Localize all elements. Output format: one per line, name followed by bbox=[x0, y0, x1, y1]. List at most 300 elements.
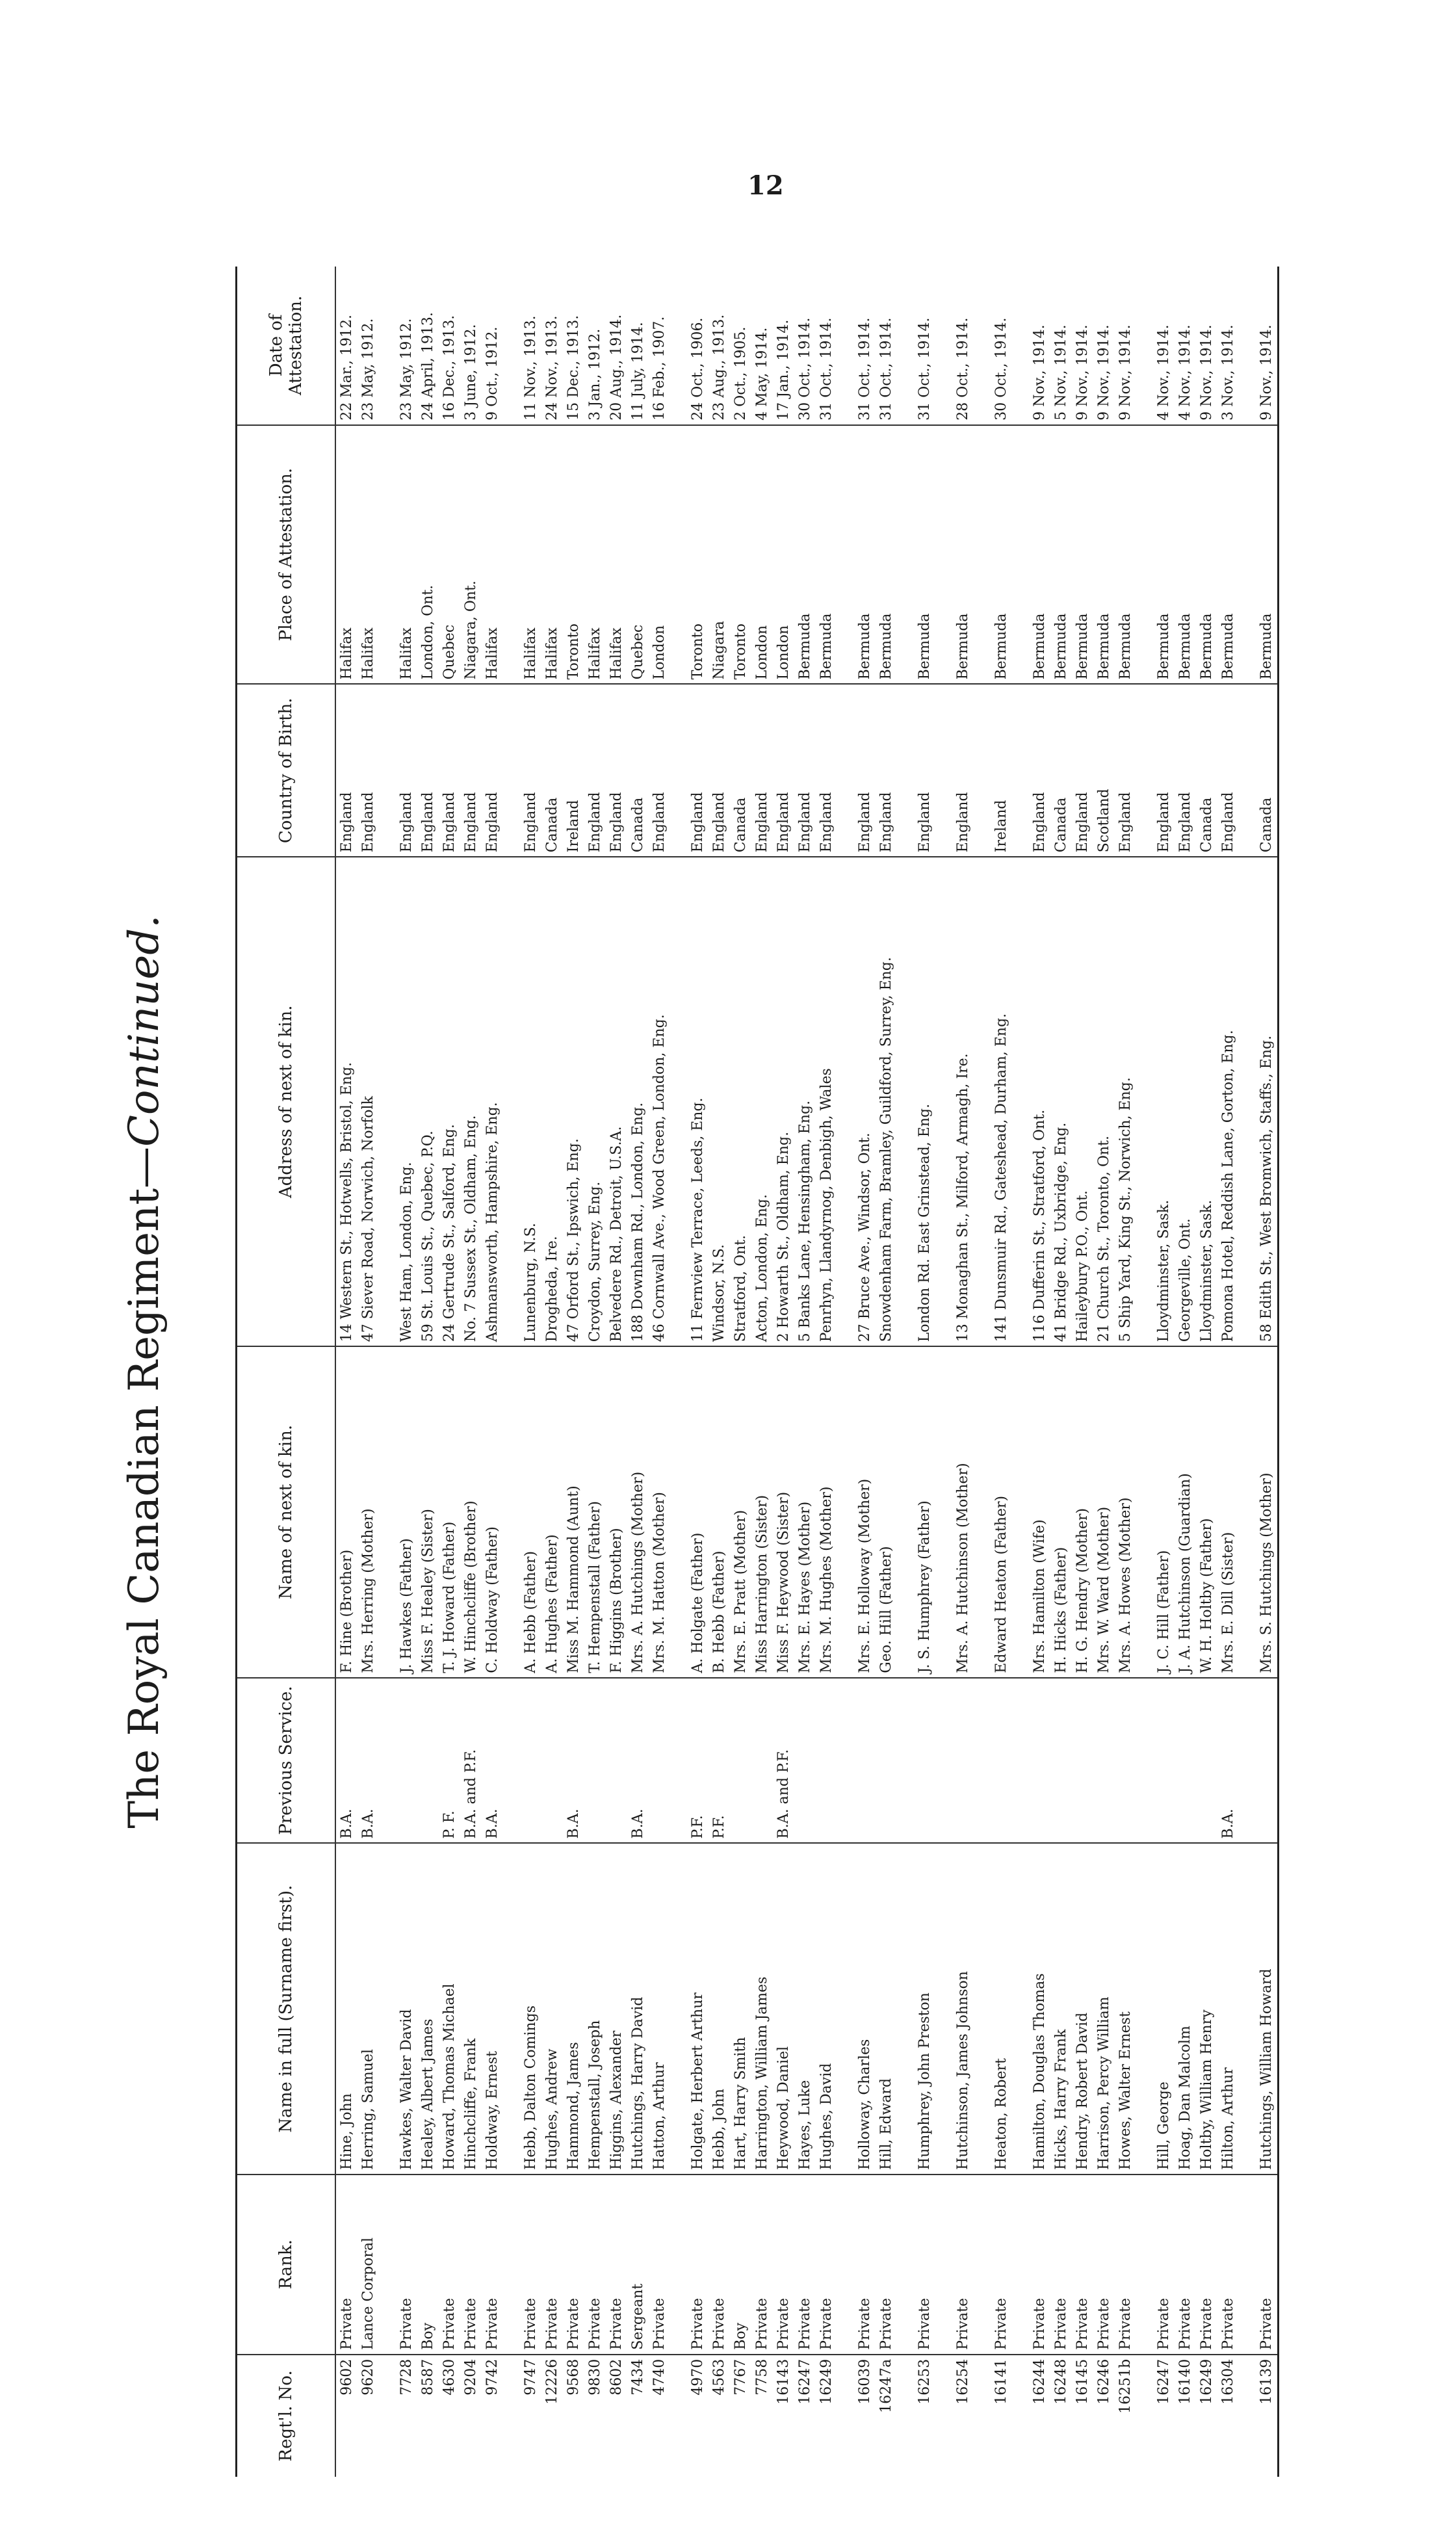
cell-regt-no: 16249 bbox=[1199, 2358, 1215, 2405]
cell-regt-no: 16140 bbox=[1177, 2358, 1193, 2405]
cell-place-of-attestation: Bermuda bbox=[952, 425, 974, 685]
cell-date-of-attestation bbox=[935, 267, 952, 425]
cell-country-of-birth: England bbox=[358, 684, 379, 857]
cell-country-of-birth: England bbox=[1175, 684, 1196, 857]
rotated-page-content bbox=[105, 267, 1327, 2477]
cell-next-of-kin: Miss Harrington (Sister) bbox=[751, 1346, 773, 1677]
cell-date-of-attestation: 9 Nov., 1914. bbox=[1256, 267, 1277, 425]
table-row bbox=[1050, 267, 1072, 2477]
cell-address: 47 Siever Road, Norwich, Norfolk bbox=[358, 857, 379, 1346]
cell-country-of-birth: England bbox=[439, 684, 460, 857]
cell-previous-service bbox=[897, 1678, 914, 1844]
cell-country-of-birth bbox=[935, 684, 952, 857]
spacer-row bbox=[837, 267, 854, 2477]
cell-address bbox=[837, 857, 854, 1346]
cell-name: Harrington, William James bbox=[751, 1843, 773, 2174]
cell-regt-no: 16304 bbox=[1220, 2358, 1236, 2405]
cell-next-of-kin: Miss M. Hammond (Aunt) bbox=[563, 1346, 584, 1677]
table-row bbox=[417, 267, 439, 2477]
cell-country-of-birth: England bbox=[482, 684, 503, 857]
cell-regt-no bbox=[935, 2355, 952, 2477]
cell-rank: Private bbox=[773, 2175, 794, 2355]
cell-rank: Private bbox=[1115, 2175, 1136, 2355]
table-row bbox=[396, 267, 417, 2477]
cell-address bbox=[503, 857, 520, 1346]
cell-previous-service bbox=[730, 1678, 751, 1844]
cell-name: Healey, Albert James bbox=[417, 1843, 439, 2174]
cell-address bbox=[670, 857, 687, 1346]
cell-address: Snowdenham Farm, Bramley, Guildford, Surrey, Eng. bbox=[876, 857, 897, 1346]
cell-regt-no: 4630 bbox=[441, 2358, 458, 2396]
cell-name: Hammond, James bbox=[563, 1843, 584, 2174]
table-row bbox=[1115, 267, 1136, 2477]
cell-address: Windsor, N.S. bbox=[708, 857, 730, 1346]
cell-place-of-attestation: Halifax bbox=[541, 425, 563, 685]
cell-next-of-kin: A. Holgate (Father) bbox=[687, 1346, 708, 1677]
cell-regt-no: 16244 bbox=[1032, 2358, 1048, 2405]
cell-address: 13 Monaghan St., Milford, Armagh, Ire. bbox=[952, 857, 974, 1346]
cell-next-of-kin: Mrs. A. Hutchings (Mother) bbox=[627, 1346, 649, 1677]
cell-place-of-attestation: Halifax bbox=[396, 425, 417, 685]
table-row bbox=[708, 267, 730, 2477]
cell-rank bbox=[1136, 2175, 1153, 2355]
cell-place-of-attestation: Quebec bbox=[439, 425, 460, 685]
cell-country-of-birth: England bbox=[335, 684, 358, 857]
cell-date-of-attestation bbox=[1239, 267, 1256, 425]
cell-address: Lunenburg, N.S. bbox=[520, 857, 541, 1346]
cell-regt-no bbox=[897, 2355, 914, 2477]
table-row bbox=[627, 267, 649, 2477]
cell-rank bbox=[1239, 2175, 1256, 2355]
cell-rank: Boy bbox=[417, 2175, 439, 2355]
header-next-of-kin: Name of next of kin. bbox=[237, 1346, 335, 1677]
cell-regt-no: 16247 bbox=[797, 2358, 813, 2405]
cell-regt-no: 7767 bbox=[733, 2358, 749, 2396]
cell-previous-service bbox=[1072, 1678, 1093, 1844]
cell-place-of-attestation bbox=[837, 425, 854, 685]
cell-previous-service: B.A. bbox=[1217, 1678, 1239, 1844]
cell-country-of-birth: England bbox=[584, 684, 606, 857]
cell-name bbox=[670, 1843, 687, 2174]
cell-country-of-birth: England bbox=[520, 684, 541, 857]
table-row bbox=[730, 267, 751, 2477]
header-previous-service: Previous Service. bbox=[237, 1678, 335, 1844]
cell-rank: Private bbox=[687, 2175, 708, 2355]
cell-name bbox=[503, 1843, 520, 2174]
cell-date-of-attestation: 4 Nov., 1914. bbox=[1153, 267, 1175, 425]
cell-place-of-attestation: Halifax bbox=[358, 425, 379, 685]
spacer-row bbox=[974, 267, 991, 2477]
cell-next-of-kin bbox=[670, 1346, 687, 1677]
cell-previous-service: B.A. and P.F. bbox=[773, 1678, 794, 1844]
cell-country-of-birth: England bbox=[396, 684, 417, 857]
cell-rank: Private bbox=[816, 2175, 837, 2355]
cell-name: Hicks, Harry Frank bbox=[1050, 1843, 1072, 2174]
cell-country-of-birth: Ireland bbox=[991, 684, 1012, 857]
cell-date-of-attestation: 11 July, 1914. bbox=[627, 267, 649, 425]
cell-rank: Private bbox=[1217, 2175, 1239, 2355]
cell-place-of-attestation: Bermuda bbox=[876, 425, 897, 685]
cell-previous-service bbox=[649, 1678, 670, 1844]
cell-regt-no: 9568 bbox=[566, 2358, 582, 2396]
cell-name: Hamilton, Douglas Thomas bbox=[1029, 1843, 1050, 2174]
cell-address: 14 Western St., Hotwells, Bristol, Eng. bbox=[335, 857, 358, 1346]
cell-rank: Private bbox=[751, 2175, 773, 2355]
cell-address: 59 St. Louis St., Quebec, P.Q. bbox=[417, 857, 439, 1346]
cell-next-of-kin bbox=[837, 1346, 854, 1677]
cell-name: Hilton, Arthur bbox=[1217, 1843, 1239, 2174]
cell-next-of-kin: H. Hicks (Father) bbox=[1050, 1346, 1072, 1677]
cell-regt-no: 16248 bbox=[1053, 2358, 1069, 2405]
cell-next-of-kin: Mrs. A. Hutchinson (Mother) bbox=[952, 1346, 974, 1677]
cell-regt-no: 8587 bbox=[420, 2358, 436, 2396]
cell-previous-service: B.A. bbox=[358, 1678, 379, 1844]
table-row bbox=[914, 267, 935, 2477]
cell-previous-service bbox=[379, 1678, 396, 1844]
cell-name: Holtby, William Henry bbox=[1196, 1843, 1217, 2174]
cell-previous-service: B.A. bbox=[627, 1678, 649, 1844]
header-address: Address of next of kin. bbox=[237, 857, 335, 1346]
cell-regt-no: 4563 bbox=[711, 2358, 727, 2396]
cell-regt-no: 9620 bbox=[360, 2358, 376, 2396]
cell-rank: Lance Corporal bbox=[358, 2175, 379, 2355]
cell-previous-service bbox=[417, 1678, 439, 1844]
cell-country-of-birth: England bbox=[1217, 684, 1239, 857]
cell-place-of-attestation bbox=[670, 425, 687, 685]
table-row bbox=[1093, 267, 1115, 2477]
cell-country-of-birth: England bbox=[854, 684, 876, 857]
cell-name: Hutchings, William Howard bbox=[1256, 1843, 1277, 2174]
cell-regt-no: 9742 bbox=[484, 2358, 500, 2396]
cell-date-of-attestation: 23 May, 1912. bbox=[396, 267, 417, 425]
cell-date-of-attestation: 23 Aug., 1913. bbox=[708, 267, 730, 425]
cell-country-of-birth: England bbox=[1115, 684, 1136, 857]
cell-country-of-birth: England bbox=[816, 684, 837, 857]
cell-address: Lloydminster, Sask. bbox=[1196, 857, 1217, 1346]
cell-previous-service: B.A. bbox=[482, 1678, 503, 1844]
cell-address: 2 Howarth St., Oldham, Eng. bbox=[773, 857, 794, 1346]
cell-previous-service: P. F. bbox=[439, 1678, 460, 1844]
table-row bbox=[687, 267, 708, 2477]
cell-address: Georgeville, Ont. bbox=[1175, 857, 1196, 1346]
cell-name bbox=[935, 1843, 952, 2174]
table-row bbox=[1217, 267, 1239, 2477]
cell-address bbox=[935, 857, 952, 1346]
cell-next-of-kin: T. Hempenstall (Father) bbox=[584, 1346, 606, 1677]
cell-date-of-attestation bbox=[974, 267, 991, 425]
cell-previous-service bbox=[1012, 1678, 1029, 1844]
cell-address: Croydon, Surrey, Eng. bbox=[584, 857, 606, 1346]
cell-date-of-attestation: 11 Nov., 1913. bbox=[520, 267, 541, 425]
spacer-row bbox=[1012, 267, 1029, 2477]
cell-previous-service bbox=[1136, 1678, 1153, 1844]
cell-previous-service bbox=[503, 1678, 520, 1844]
cell-address: 58 Edith St., West Bromwich, Staffs., Eng. bbox=[1256, 857, 1277, 1346]
cell-address: 116 Dufferin St., Stratford, Ont. bbox=[1029, 857, 1050, 1346]
cell-regt-no bbox=[1136, 2355, 1153, 2477]
cell-place-of-attestation bbox=[897, 425, 914, 685]
cell-rank: Private bbox=[1153, 2175, 1175, 2355]
cell-rank bbox=[1012, 2175, 1029, 2355]
cell-previous-service: B.A. bbox=[335, 1678, 358, 1844]
cell-date-of-attestation: 3 June, 1912. bbox=[460, 267, 482, 425]
spacer-row bbox=[935, 267, 952, 2477]
cell-place-of-attestation: Bermuda bbox=[991, 425, 1012, 685]
table-row bbox=[335, 267, 358, 2477]
cell-regt-no bbox=[837, 2355, 854, 2477]
cell-regt-no: 16251b bbox=[1117, 2358, 1134, 2414]
cell-date-of-attestation bbox=[1136, 267, 1153, 425]
cell-regt-no: 16254 bbox=[955, 2358, 971, 2405]
cell-place-of-attestation: Bermuda bbox=[1217, 425, 1239, 685]
cell-rank: Private bbox=[1196, 2175, 1217, 2355]
cell-name: Hawkes, Walter David bbox=[396, 1843, 417, 2174]
cell-previous-service bbox=[876, 1678, 897, 1844]
cell-date-of-attestation: 9 Nov., 1914. bbox=[1115, 267, 1136, 425]
table-row bbox=[1196, 267, 1217, 2477]
cell-date-of-attestation: 24 Nov., 1913. bbox=[541, 267, 563, 425]
cell-previous-service bbox=[541, 1678, 563, 1844]
cell-regt-no: 7728 bbox=[398, 2358, 415, 2396]
cell-place-of-attestation bbox=[935, 425, 952, 685]
cell-regt-no: 16039 bbox=[857, 2358, 873, 2405]
spacer-row bbox=[1136, 267, 1153, 2477]
cell-regt-no bbox=[379, 2355, 396, 2477]
header-date-of-attestation: Date of Attestation. bbox=[237, 267, 335, 425]
cell-name: Hart, Harry Smith bbox=[730, 1843, 751, 2174]
table-row bbox=[854, 267, 876, 2477]
title-continued: Continued. bbox=[120, 915, 168, 1147]
table-row bbox=[358, 267, 379, 2477]
cell-regt-no: 9747 bbox=[523, 2358, 539, 2396]
cell-rank: Private bbox=[649, 2175, 670, 2355]
cell-place-of-attestation: Halifax bbox=[606, 425, 627, 685]
cell-name: Hatton, Arthur bbox=[649, 1843, 670, 2174]
page-number: 12 bbox=[748, 170, 784, 201]
cell-name bbox=[1239, 1843, 1256, 2174]
table-row bbox=[1153, 267, 1175, 2477]
cell-regt-no bbox=[1012, 2355, 1029, 2477]
cell-next-of-kin: Mrs. A. Howes (Mother) bbox=[1115, 1346, 1136, 1677]
cell-next-of-kin: Miss F. Heywood (Sister) bbox=[773, 1346, 794, 1677]
cell-place-of-attestation: Halifax bbox=[482, 425, 503, 685]
cell-country-of-birth: Canada bbox=[1050, 684, 1072, 857]
table-row bbox=[649, 267, 670, 2477]
table-row bbox=[794, 267, 816, 2477]
cell-date-of-attestation: 9 Oct., 1912. bbox=[482, 267, 503, 425]
cell-place-of-attestation bbox=[503, 425, 520, 685]
cell-previous-service bbox=[751, 1678, 773, 1844]
cell-name: Hill, Edward bbox=[876, 1843, 897, 2174]
cell-name: Hendry, Robert David bbox=[1072, 1843, 1093, 2174]
cell-country-of-birth: England bbox=[649, 684, 670, 857]
cell-country-of-birth bbox=[1012, 684, 1029, 857]
cell-address: Belvedere Rd., Detroit, U.S.A. bbox=[606, 857, 627, 1346]
cell-address: 24 Gertrude St., Salford, Eng. bbox=[439, 857, 460, 1346]
cell-address: 5 Ship Yard, King St., Norwich, Eng. bbox=[1115, 857, 1136, 1346]
cell-address: Penrhyn, Llandyrnog, Denbigh, Wales bbox=[816, 857, 837, 1346]
cell-regt-no: 16141 bbox=[993, 2358, 1009, 2405]
cell-address: 47 Orford St., Ipswich, Eng. bbox=[563, 857, 584, 1346]
cell-next-of-kin: C. Holdway (Father) bbox=[482, 1346, 503, 1677]
cell-address bbox=[1239, 857, 1256, 1346]
table-row bbox=[952, 267, 974, 2477]
cell-country-of-birth: England bbox=[794, 684, 816, 857]
table-row bbox=[1029, 267, 1050, 2477]
cell-name: Heywood, Daniel bbox=[773, 1843, 794, 2174]
cell-place-of-attestation: Bermuda bbox=[1153, 425, 1175, 685]
header-name: Name in full (Surname first). bbox=[237, 1843, 335, 2174]
cell-next-of-kin bbox=[503, 1346, 520, 1677]
cell-country-of-birth: England bbox=[1072, 684, 1093, 857]
cell-address: 46 Cornwall Ave., Wood Green, London, Eng. bbox=[649, 857, 670, 1346]
roster-table bbox=[237, 267, 1277, 2477]
cell-place-of-attestation: London bbox=[773, 425, 794, 685]
cell-date-of-attestation: 31 Oct., 1914. bbox=[914, 267, 935, 425]
cell-name: Howard, Thomas Michael bbox=[439, 1843, 460, 2174]
cell-next-of-kin: Mrs. S. Hutchings (Mother) bbox=[1256, 1346, 1277, 1677]
cell-name bbox=[897, 1843, 914, 2174]
cell-name bbox=[1012, 1843, 1029, 2174]
cell-country-of-birth: England bbox=[952, 684, 974, 857]
cell-country-of-birth bbox=[379, 684, 396, 857]
spacer-row bbox=[670, 267, 687, 2477]
cell-place-of-attestation: Bermuda bbox=[1093, 425, 1115, 685]
cell-address: Acton, London, Eng. bbox=[751, 857, 773, 1346]
table-row bbox=[1175, 267, 1196, 2477]
cell-next-of-kin: Mrs. M. Hughes (Mother) bbox=[816, 1346, 837, 1677]
cell-address: Ashmansworth, Hampshire, Eng. bbox=[482, 857, 503, 1346]
cell-next-of-kin: Mrs. M. Hatton (Mother) bbox=[649, 1346, 670, 1677]
cell-country-of-birth: England bbox=[876, 684, 897, 857]
cell-name: Holgate, Herbert Arthur bbox=[687, 1843, 708, 2174]
cell-date-of-attestation: 4 May, 1914. bbox=[751, 267, 773, 425]
cell-date-of-attestation: 3 Nov., 1914. bbox=[1217, 267, 1239, 425]
cell-previous-service bbox=[837, 1678, 854, 1844]
cell-regt-no: 16246 bbox=[1096, 2358, 1112, 2405]
table-row bbox=[563, 267, 584, 2477]
cell-rank: Private bbox=[1072, 2175, 1093, 2355]
cell-regt-no: 16247 bbox=[1156, 2358, 1172, 2405]
cell-place-of-attestation: Quebec bbox=[627, 425, 649, 685]
cell-rank bbox=[897, 2175, 914, 2355]
cell-next-of-kin bbox=[897, 1346, 914, 1677]
cell-previous-service bbox=[991, 1678, 1012, 1844]
cell-previous-service bbox=[854, 1678, 876, 1844]
cell-previous-service bbox=[914, 1678, 935, 1844]
cell-address: No. 7 Sussex St., Oldham, Eng. bbox=[460, 857, 482, 1346]
cell-country-of-birth bbox=[837, 684, 854, 857]
cell-address: Stratford, Ont. bbox=[730, 857, 751, 1346]
cell-rank bbox=[670, 2175, 687, 2355]
cell-regt-no: 7434 bbox=[630, 2358, 646, 2396]
cell-country-of-birth: England bbox=[1029, 684, 1050, 857]
cell-previous-service bbox=[1256, 1678, 1277, 1844]
cell-regt-no bbox=[974, 2355, 991, 2477]
cell-rank bbox=[974, 2175, 991, 2355]
cell-next-of-kin: Mrs. Hamilton (Wife) bbox=[1029, 1346, 1050, 1677]
cell-date-of-attestation: 20 Aug., 1914. bbox=[606, 267, 627, 425]
cell-previous-service bbox=[935, 1678, 952, 1844]
cell-previous-service bbox=[606, 1678, 627, 1844]
cell-date-of-attestation: 15 Dec., 1913. bbox=[563, 267, 584, 425]
cell-next-of-kin bbox=[974, 1346, 991, 1677]
cell-country-of-birth: England bbox=[606, 684, 627, 857]
cell-country-of-birth: England bbox=[1153, 684, 1175, 857]
cell-previous-service bbox=[1029, 1678, 1050, 1844]
cell-regt-no bbox=[670, 2355, 687, 2477]
cell-date-of-attestation: 31 Oct., 1914. bbox=[816, 267, 837, 425]
cell-rank: Private bbox=[794, 2175, 816, 2355]
cell-place-of-attestation: London bbox=[751, 425, 773, 685]
cell-regt-no: 16247a bbox=[878, 2358, 894, 2413]
cell-date-of-attestation: 5 Nov., 1914. bbox=[1050, 267, 1072, 425]
cell-place-of-attestation: Bermuda bbox=[1256, 425, 1277, 685]
cell-rank: Private bbox=[854, 2175, 876, 2355]
cell-name: Howes, Walter Ernest bbox=[1115, 1843, 1136, 2174]
cell-rank: Private bbox=[708, 2175, 730, 2355]
cell-place-of-attestation: Bermuda bbox=[1196, 425, 1217, 685]
cell-previous-service: P.F. bbox=[687, 1678, 708, 1844]
cell-country-of-birth bbox=[670, 684, 687, 857]
cell-date-of-attestation: 31 Oct., 1914. bbox=[854, 267, 876, 425]
cell-place-of-attestation: Bermuda bbox=[816, 425, 837, 685]
cell-place-of-attestation: Bermuda bbox=[794, 425, 816, 685]
cell-date-of-attestation: 24 April, 1913. bbox=[417, 267, 439, 425]
cell-previous-service bbox=[1050, 1678, 1072, 1844]
cell-place-of-attestation: Bermuda bbox=[1115, 425, 1136, 685]
cell-name: Hebb, Dalton Comings bbox=[520, 1843, 541, 2174]
cell-rank: Boy bbox=[730, 2175, 751, 2355]
cell-date-of-attestation bbox=[837, 267, 854, 425]
table-row bbox=[1256, 267, 1277, 2477]
cell-rank bbox=[379, 2175, 396, 2355]
cell-regt-no bbox=[503, 2355, 520, 2477]
cell-next-of-kin: H. G. Hendry (Mother) bbox=[1072, 1346, 1093, 1677]
cell-rank bbox=[837, 2175, 854, 2355]
cell-regt-no: 7758 bbox=[754, 2358, 770, 2396]
cell-previous-service bbox=[1153, 1678, 1175, 1844]
cell-next-of-kin: W. Hinchcliffe (Brother) bbox=[460, 1346, 482, 1677]
cell-name: Hinchcliffe, Frank bbox=[460, 1843, 482, 2174]
cell-date-of-attestation: 2 Oct., 1905. bbox=[730, 267, 751, 425]
cell-address bbox=[1136, 857, 1153, 1346]
cell-place-of-attestation: Toronto bbox=[563, 425, 584, 685]
cell-name: Humphrey, John Preston bbox=[914, 1843, 935, 2174]
cell-date-of-attestation: 23 May, 1912. bbox=[358, 267, 379, 425]
cell-place-of-attestation: Bermuda bbox=[914, 425, 935, 685]
cell-next-of-kin: Mrs. E. Dill (Sister) bbox=[1217, 1346, 1239, 1677]
cell-place-of-attestation: Bermuda bbox=[1029, 425, 1050, 685]
table-row bbox=[816, 267, 837, 2477]
cell-regt-no: 9830 bbox=[587, 2358, 603, 2396]
cell-date-of-attestation: 16 Feb., 1907. bbox=[649, 267, 670, 425]
cell-previous-service bbox=[816, 1678, 837, 1844]
cell-previous-service bbox=[1115, 1678, 1136, 1844]
cell-next-of-kin: Mrs. Herring (Mother) bbox=[358, 1346, 379, 1677]
cell-name: Hutchings, Harry David bbox=[627, 1843, 649, 2174]
cell-address bbox=[1012, 857, 1029, 1346]
cell-address: 141 Dunsmuir Rd., Gateshead, Durham, Eng. bbox=[991, 857, 1012, 1346]
cell-date-of-attestation bbox=[670, 267, 687, 425]
cell-rank: Private bbox=[541, 2175, 563, 2355]
cell-name: Hine, John bbox=[335, 1843, 358, 2174]
cell-next-of-kin: J. Hawkes (Father) bbox=[396, 1346, 417, 1677]
cell-date-of-attestation: 3 Jan., 1912. bbox=[584, 267, 606, 425]
cell-rank bbox=[503, 2175, 520, 2355]
table-row bbox=[991, 267, 1012, 2477]
cell-country-of-birth: England bbox=[751, 684, 773, 857]
